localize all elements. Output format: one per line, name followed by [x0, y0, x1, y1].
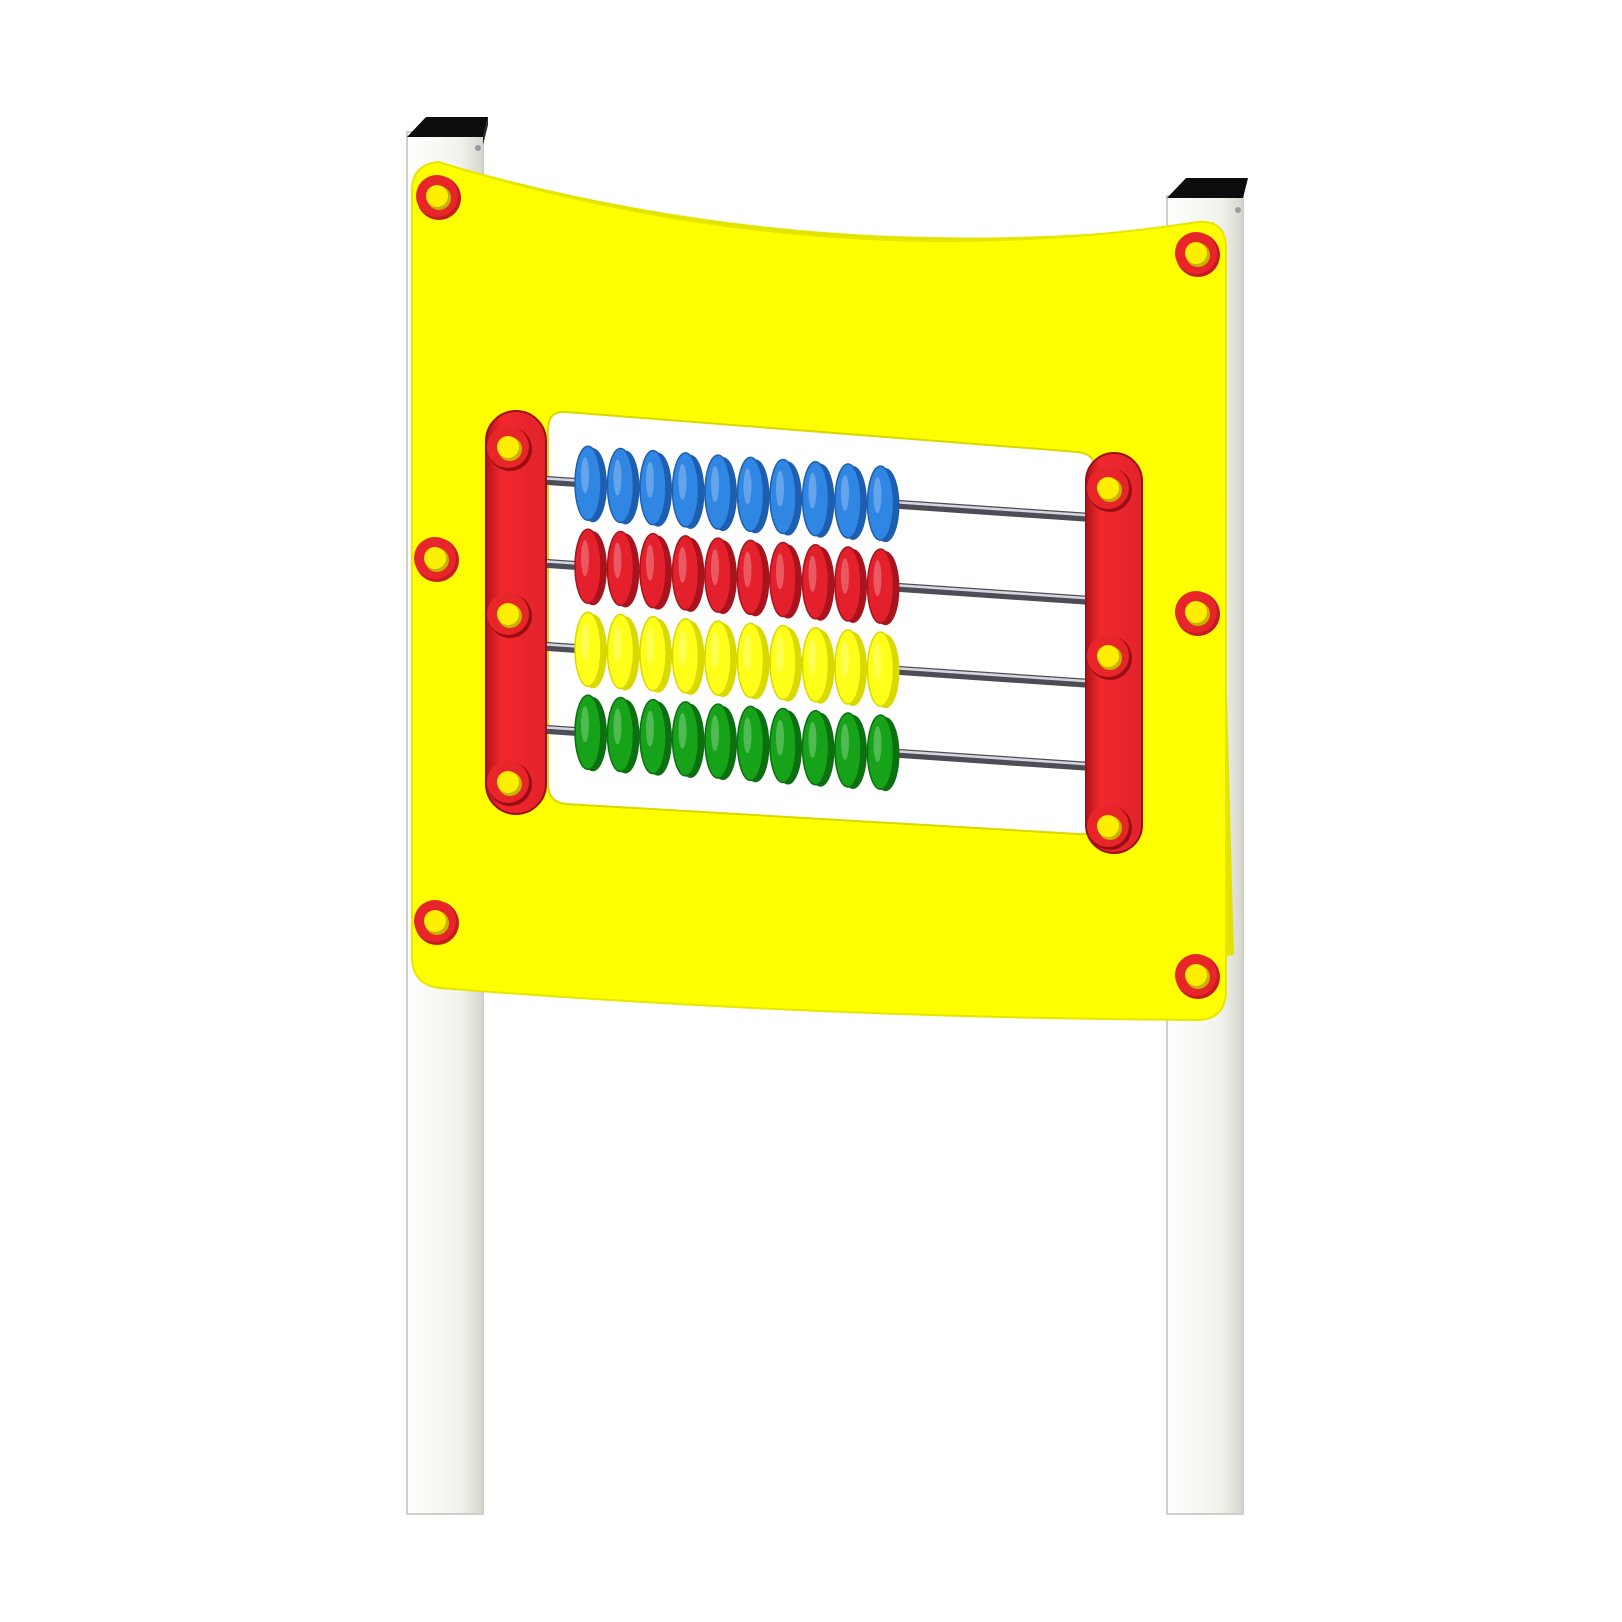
bead-green-7[interactable]	[770, 709, 802, 785]
bead-green-6[interactable]	[738, 706, 770, 782]
bead-green-5[interactable]	[705, 704, 737, 780]
left-post-hole	[475, 145, 481, 151]
bead-green-9[interactable]	[835, 713, 867, 789]
bead-shine	[874, 477, 882, 513]
bead-shine	[679, 547, 687, 583]
bead-green-3[interactable]	[640, 700, 672, 776]
bead-shine	[614, 459, 622, 495]
bead-green-2[interactable]	[608, 697, 640, 773]
bead-yellow-9[interactable]	[835, 630, 867, 706]
bolt-cap	[497, 771, 519, 793]
bead-yellow-6[interactable]	[738, 623, 770, 699]
bead-shine	[646, 628, 654, 664]
bead-shine	[614, 708, 622, 744]
bolt-cap	[426, 185, 448, 207]
bead-shine	[646, 545, 654, 581]
right-post-hole	[1235, 207, 1241, 213]
bead-shine	[711, 549, 719, 585]
bead-shine	[874, 643, 882, 679]
bead-shine	[874, 560, 882, 596]
bead-shine	[809, 473, 817, 509]
bead-red-3[interactable]	[640, 534, 672, 610]
bead-green-1[interactable]	[575, 695, 607, 771]
bead-red-7[interactable]	[770, 543, 802, 619]
bead-red-2[interactable]	[608, 531, 640, 607]
bead-shine	[776, 554, 784, 590]
bead-shine	[711, 715, 719, 751]
bead-shine	[744, 717, 752, 753]
right-post-cap	[1167, 178, 1248, 198]
bead-shine	[841, 558, 849, 594]
bead-shine	[581, 706, 589, 742]
bead-shine	[646, 711, 654, 747]
bolt-cap	[1097, 815, 1119, 837]
bead-shine	[581, 540, 589, 576]
bead-shine	[809, 722, 817, 758]
bead-shine	[614, 625, 622, 661]
bead-shine	[841, 724, 849, 760]
bead-yellow-7[interactable]	[770, 626, 802, 702]
bead-shine	[776, 471, 784, 507]
bead-yellow-5[interactable]	[705, 621, 737, 697]
bolt-cap	[1097, 645, 1119, 667]
bead-blue-6[interactable]	[738, 457, 770, 533]
bead-blue-9[interactable]	[835, 464, 867, 540]
bead-blue-10[interactable]	[868, 466, 900, 542]
bead-shine	[809, 556, 817, 592]
bolt-cap	[497, 436, 519, 458]
bead-shine	[874, 726, 882, 762]
bead-green-4[interactable]	[673, 702, 705, 778]
bead-blue-7[interactable]	[770, 460, 802, 536]
bolt-cap	[1185, 601, 1207, 623]
bead-blue-1[interactable]	[575, 446, 607, 522]
bead-shine	[744, 468, 752, 504]
bead-shine	[614, 542, 622, 578]
bead-blue-5[interactable]	[705, 455, 737, 531]
bead-blue-8[interactable]	[803, 462, 835, 538]
bead-shine	[581, 623, 589, 659]
bead-yellow-10[interactable]	[868, 632, 900, 708]
bead-yellow-8[interactable]	[803, 628, 835, 704]
left-post-cap	[407, 117, 488, 137]
bead-blue-2[interactable]	[608, 448, 640, 524]
bolt-cap	[424, 910, 446, 932]
bead-red-9[interactable]	[835, 547, 867, 623]
bead-shine	[711, 466, 719, 502]
bead-shine	[841, 641, 849, 677]
bead-shine	[679, 464, 687, 500]
bead-blue-4[interactable]	[673, 453, 705, 529]
bead-red-4[interactable]	[673, 536, 705, 612]
bead-shine	[809, 639, 817, 675]
bead-shine	[841, 475, 849, 511]
bolt-cap	[1097, 477, 1119, 499]
bead-yellow-1[interactable]	[575, 612, 607, 688]
bead-yellow-2[interactable]	[608, 614, 640, 690]
bead-shine	[646, 462, 654, 498]
bead-yellow-4[interactable]	[673, 619, 705, 695]
bead-shine	[679, 630, 687, 666]
bead-red-6[interactable]	[738, 540, 770, 616]
bolt-cap	[497, 603, 519, 625]
bead-red-10[interactable]	[868, 549, 900, 625]
bead-red-5[interactable]	[705, 538, 737, 614]
bead-shine	[776, 720, 784, 756]
bead-red-1[interactable]	[575, 529, 607, 605]
bead-shine	[679, 713, 687, 749]
bead-shine	[581, 457, 589, 493]
bolt-cap	[424, 547, 446, 569]
bolt-cap	[1185, 242, 1207, 264]
bead-green-8[interactable]	[803, 711, 835, 787]
bolt-cap	[1185, 964, 1207, 986]
bead-shine	[744, 634, 752, 670]
bead-shine	[776, 637, 784, 673]
bead-red-8[interactable]	[803, 545, 835, 621]
bead-green-10[interactable]	[868, 715, 900, 791]
bead-shine	[711, 632, 719, 668]
bead-blue-3[interactable]	[640, 451, 672, 527]
bead-yellow-3[interactable]	[640, 617, 672, 693]
bead-shine	[744, 551, 752, 587]
